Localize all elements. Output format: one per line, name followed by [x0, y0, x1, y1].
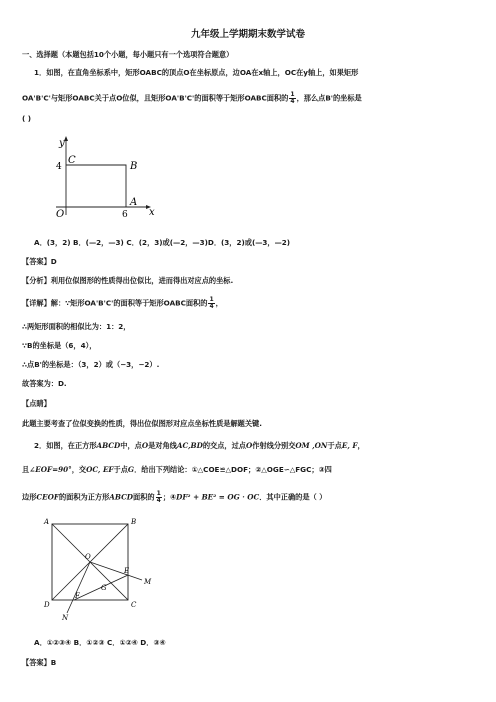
q2-options: A．①②③④ B．①②③ C．①②④ D．③④ [34, 638, 166, 647]
label-o: O [56, 209, 65, 220]
q1-step-1: ∴两矩形面积的相似比为：1：2， [22, 322, 131, 331]
ray-om [90, 562, 142, 580]
fraction-one-quarter [289, 92, 295, 105]
q2-text-fragment: 面积的 [133, 492, 155, 502]
fraction-one-quarter [156, 491, 162, 504]
q2-math-ef: E, F [341, 441, 358, 450]
q2-text-fragment: ；④ [162, 492, 177, 502]
q2-math-omon: OM ,ON [295, 441, 328, 450]
q2-answer: 【答案】B [22, 658, 57, 667]
q2-text-line3 [22, 491, 326, 504]
q1-coordinate-figure [50, 135, 162, 223]
q1-comment-label: 【点睛】 [22, 399, 51, 408]
q2-text-fragment: 于点 [113, 465, 128, 474]
label-c: C [131, 601, 137, 609]
label-b: B [131, 518, 137, 526]
fraction-numerator: 1 [156, 490, 161, 497]
label-f: F [75, 592, 80, 600]
fraction-denominator: 4 [209, 303, 214, 310]
label-a: A [130, 197, 138, 208]
q1-comment: 此题主要考查了位似变换的性质，得出位似图形对应点坐标性质是解题关键. [22, 419, 262, 428]
label-e: E [124, 567, 130, 575]
q1-text-line1: 1．如图，在直角坐标系中，矩形OABC的顶点O在坐标原点，边OA在x轴上，OC在y轴上，如果矩形 [34, 68, 359, 77]
q2-text-fragment: ．其中正确的是（ ） [259, 492, 327, 502]
q2-text-fragment: 且 [22, 465, 30, 474]
label-n: N [62, 614, 69, 622]
label-d: D [44, 601, 50, 609]
q1-step-4: 故答案为：D. [22, 379, 67, 388]
q2-text-fragment: 中，点 [120, 441, 142, 450]
q2-text-fragment: ，交 [71, 465, 87, 474]
q2-math-o: O [141, 441, 149, 450]
q2-text-fragment: 的面积为正方形 [58, 492, 110, 502]
label-x: x [149, 207, 155, 218]
rectangle-oabc [66, 165, 126, 207]
fraction-numerator: 1 [209, 296, 214, 303]
q1-step-3: ∴点B'的坐标是：（3，2）或（−3，−2）. [22, 360, 160, 369]
ray-on [67, 562, 90, 613]
label-six: 6 [122, 210, 128, 220]
q1-options: A．(3，2) B．(—2，—3) C．(2，3)或(—2，—3)D．(3，2)或(—3，—2) [34, 238, 291, 247]
q2-math-abcd: ABCD [96, 441, 121, 450]
q2-math-abcd: ABCD [109, 492, 134, 502]
q2-text-fragment: 是对角线 [148, 441, 177, 450]
q1-analysis: 【分析】利用位似图形的性质得出位似比，进而得出对应点的坐标. [22, 276, 234, 285]
fraction-denominator: 4 [156, 497, 161, 504]
label-m: M [144, 578, 152, 586]
q2-math-g: G [127, 465, 135, 474]
q1-step-2: ∵B的坐标是（6，4）， [22, 341, 97, 350]
label-a: A [44, 518, 50, 526]
q2-text-fragment: 作射线分别交 [252, 441, 296, 450]
label-g: G [101, 584, 107, 592]
fraction-numerator: 1 [290, 91, 295, 98]
q2-math-angle: ∠EOF=90° [29, 465, 72, 474]
q1-detail-start: 【详解】解：∵矩形OA'B'C'的面积等于矩形OABC面积的 [22, 298, 208, 308]
label-four: 4 [56, 162, 62, 172]
q1-detail [22, 297, 223, 310]
section-heading: 一、选择题（本题包括10个小题，每小题只有一个选项符合题意） [22, 50, 234, 59]
label-o: O [85, 553, 91, 561]
q2-square-figure [40, 514, 160, 626]
q2-text-fragment: 的交点，过点 [202, 441, 246, 450]
page-title: 九年级上学期期末数学试卷 [190, 29, 305, 40]
q2-math-acbd: AC,BD [176, 441, 203, 450]
q1-text-line3: ( ) [22, 114, 32, 123]
q2-text-fragment: 2．如图，在正方形 [34, 441, 97, 450]
q1-answer: 【答案】D [22, 257, 57, 266]
q2-text-fragment: 边形 [22, 492, 37, 502]
q2-text-fragment: ， [357, 441, 365, 450]
label-c: C [68, 155, 76, 166]
q2-math-o: O [246, 441, 253, 450]
q2-math-ceof: CEOF [36, 492, 59, 502]
q1-text-line2-end: ，那么点B'的坐标是 [296, 93, 362, 103]
fraction-one-quarter [208, 297, 214, 310]
q2-text-fragment: 于点 [327, 441, 342, 450]
label-y: y [59, 138, 65, 149]
q2-math-oc-ef: OC, EF [86, 465, 114, 474]
q1-text-line2-start: OA'B'C'与矩形OABC关于点O位似，且矩形OA'B'C'的面积等于矩形OABC面积的 [22, 93, 289, 103]
q2-text-line2 [22, 465, 332, 474]
q1-detail-end: ， [215, 298, 223, 308]
q2-text-fragment: ．给出下列结论：①△COE≌△DOF；②△OGE∽△FGC；③四 [134, 465, 332, 474]
fraction-denominator: 4 [290, 98, 295, 105]
q2-math-formula: DF² + BE² = OG · OC [176, 492, 260, 502]
q1-text-line2 [22, 92, 362, 105]
label-b: B [130, 161, 138, 172]
q2-text-line1 [34, 441, 365, 450]
